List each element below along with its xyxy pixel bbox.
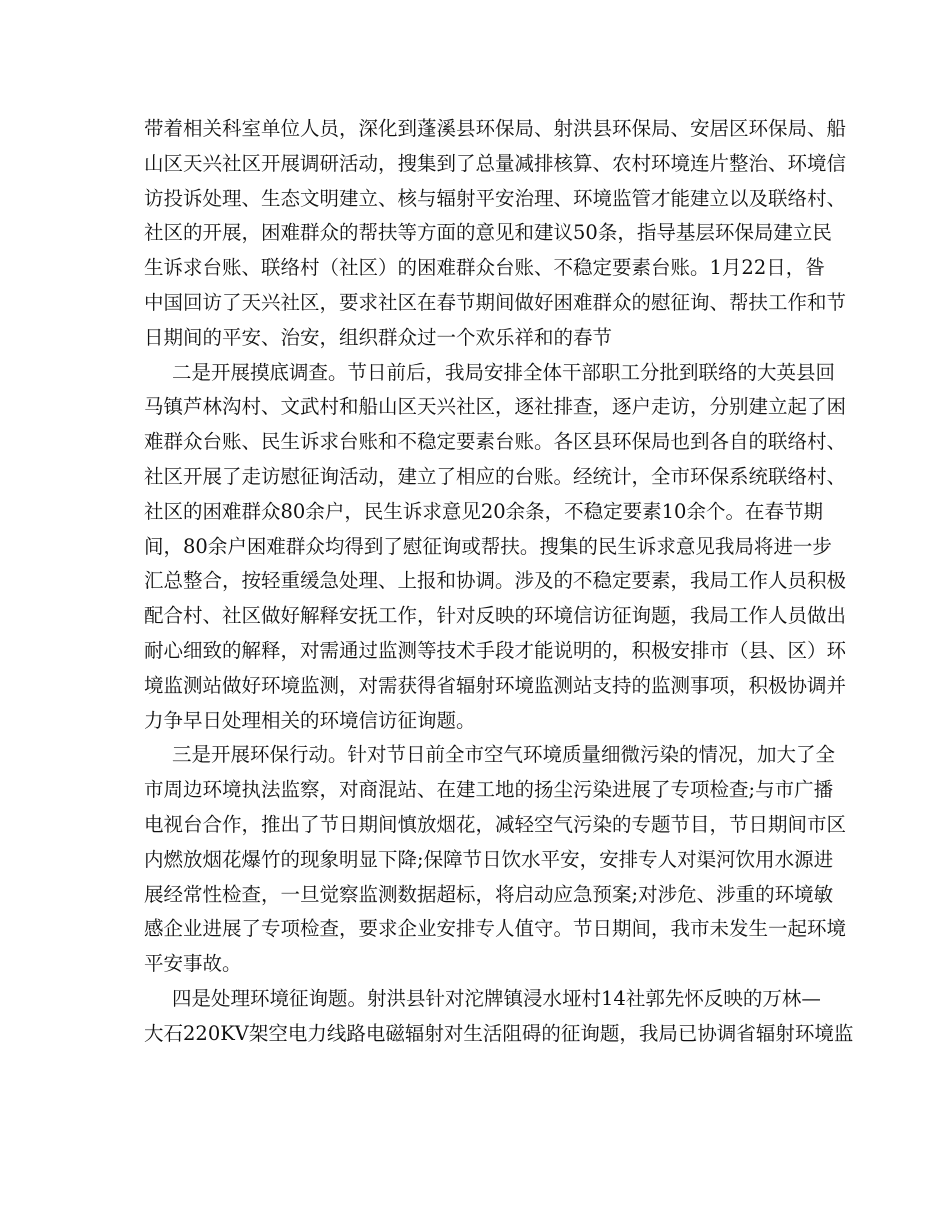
text-line: 境监测站做好环境监测，对需获得省辐射环境监测站支持的监测事项，积极协调并 (144, 673, 847, 697)
paragraph-environmental-action (144, 738, 847, 982)
text-line: 内燃放烟花爆竹的现象明显下降;保障节日饮水平安，安排专人对渠河饮用水源进 (144, 847, 834, 871)
text-line: 日期间的平安、治安，组织群众过一个欢乐祥和的春节 (144, 325, 613, 349)
text-line: 平安事故。 (144, 952, 242, 976)
text-line: 马镇芦林沟村、文武村和船山区天兴社区，逐社排查，逐户走访，分别建立起了困 (144, 395, 847, 419)
paragraph-research-visits (144, 112, 847, 356)
text-line: 社区的困难群众80余户，民生诉求意见20余条，不稳定要素10余个。在春节期 (144, 499, 823, 523)
text-line: 力争早日处理相关的环境信访征询题。 (144, 708, 476, 732)
text-line: 中国回访了天兴社区，要求社区在春节期间做好困难群众的慰征询、帮扶工作和节 (144, 290, 847, 314)
text-line: 生诉求台账、联络村（社区）的困难群众台账、不稳定要素台账。1月22日，昝 (144, 256, 825, 280)
text-line: 感企业进展了专项检查，要求企业安排专人值守。节日期间，我市未发生一起环境 (144, 917, 847, 941)
text-line: 三是开展环保行动。针对节日前全市空气环境质量细微污染的情况，加大了全 (172, 743, 836, 767)
text-line: 汇总整合，按轻重缓急处理、上报和协调。涉及的不稳定要素，我局工作人员积极 (144, 569, 847, 593)
document-body (144, 112, 854, 1052)
text-line: 市周边环境执法监察，对商混站、在建工地的扬尘污染进展了专项检查;与市广播 (144, 778, 834, 802)
text-line: 配合村、社区做好解释安抚工作，针对反映的环境信访征询题，我局工作人员做出 (144, 604, 847, 628)
paragraph-handle-issues (144, 982, 854, 1052)
text-line: 大石220KV架空电力线路电磁辐射对生活阻碍的征询题，我局已协调省辐射环境监 (144, 1021, 854, 1045)
text-line: 四是处理环境征询题。射洪县针对沱牌镇浸水垭村14社郭先怀反映的万林— (172, 986, 821, 1010)
text-line: 展经常性检查，一旦觉察监测数据超标，将启动应急预案;对涉危、涉重的环境敏 (144, 882, 834, 906)
text-line: 社区的开展，困难群众的帮扶等方面的意见和建议50条，指导基层环保局建立民 (144, 221, 832, 245)
text-line: 带着相关科室单位人员，深化到蓬溪县环保局、射洪县环保局、安居区环保局、船 (144, 117, 847, 140)
text-line: 电视台合作，推出了节日期间慎放烟花，减轻空气污染的专题节目，节日期间市区 (144, 812, 847, 836)
text-line: 难群众台账、民生诉求台账和不稳定要素台账。各区县环保局也到各自的联络村、 (144, 430, 847, 454)
text-line: 社区开展了走访慰征询活动，建立了相应的台账。经统计，全市环保系统联络村、 (144, 464, 847, 488)
paragraph-survey (144, 356, 847, 739)
text-line: 山区天兴社区开展调研活动，搜集到了总量减排核算、农村环境连片整治、环境信 (144, 151, 847, 175)
text-line: 二是开展摸底调查。节日前后，我局安排全体干部职工分批到联络的大英县回 (172, 360, 836, 384)
text-line: 间，80余户困难群众均得到了慰征询或帮扶。搜集的民生诉求意见我局将进一步 (144, 534, 832, 558)
text-line: 访投诉处理、生态文明建立、核与辐射平安治理、环境监管才能建立以及联络村、 (144, 186, 847, 210)
text-line: 耐心细致的解释，对需通过监测等技术手段才能说明的，积极安排市（县、区）环 (144, 638, 847, 662)
